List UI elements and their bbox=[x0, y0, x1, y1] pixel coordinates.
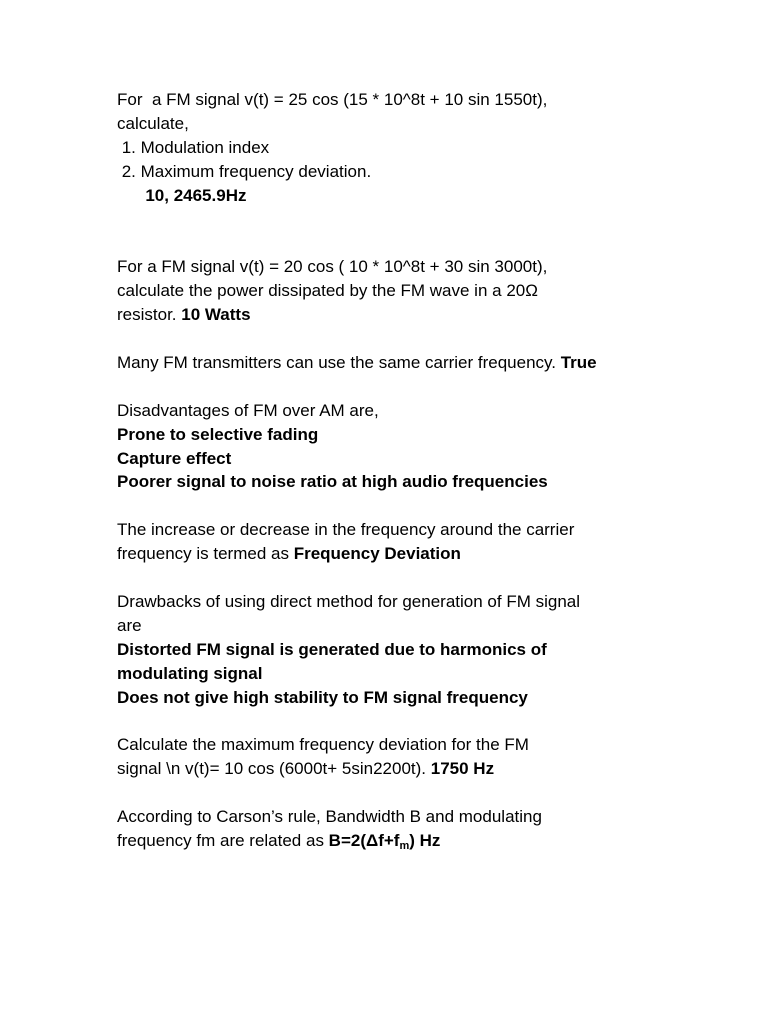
formula-tail: ) Hz bbox=[409, 830, 441, 850]
question-text: Disadvantages of FM over AM are, bbox=[117, 400, 379, 420]
question-direct-method-drawbacks bbox=[117, 590, 717, 710]
question-text: are bbox=[117, 615, 142, 635]
answer-text: Prone to selective fading bbox=[117, 424, 319, 444]
answer-text: Does not give high stability to FM signal frequency bbox=[117, 687, 528, 707]
question-item: 1. Modulation index bbox=[117, 137, 270, 157]
question-line bbox=[117, 757, 717, 781]
answer-text: Poorer signal to noise ratio at high audio frequencies bbox=[117, 472, 548, 492]
question-fm-disadvantages bbox=[117, 399, 717, 495]
question-text: resistor. bbox=[117, 305, 182, 325]
question-text: Calculate the maximum frequency deviation for the FM bbox=[117, 735, 529, 755]
answer-text: Capture effect bbox=[117, 448, 232, 468]
question-text: For a FM signal v(t) = 25 cos (15 * 10^8t + 10 sin 1550t), bbox=[117, 90, 548, 109]
question-text: calculate the power dissipated by the FM wave in a 20Ω bbox=[117, 281, 538, 301]
answer-text: 10 Watts bbox=[181, 305, 251, 325]
question-text: According to Carson’s rule, Bandwidth B and modulating bbox=[117, 807, 542, 827]
question-max-frequency-deviation bbox=[117, 733, 717, 781]
question-line bbox=[117, 829, 717, 853]
question-text: calculate, bbox=[117, 113, 189, 133]
answer-text: True bbox=[560, 352, 597, 372]
answer-text: 10, 2465.9Hz bbox=[117, 185, 247, 205]
question-text: The increase or decrease in the frequency around the carrier bbox=[117, 520, 575, 540]
question-line bbox=[117, 542, 717, 566]
question-line bbox=[117, 351, 717, 375]
formula-text bbox=[329, 831, 441, 850]
question-carrier-frequency bbox=[117, 351, 717, 375]
question-text: signal \n v(t)= 10 cos (6000t+ 5sin2200t). bbox=[117, 759, 431, 779]
question-text: For a FM signal v(t) = 20 cos ( 10 * 10^8t + 30 sin 3000t), bbox=[117, 257, 548, 277]
question-line bbox=[117, 303, 717, 327]
answer-text: Frequency Deviation bbox=[293, 544, 461, 564]
formula-subscript: m bbox=[399, 839, 410, 852]
question-text: frequency is termed as bbox=[117, 544, 294, 564]
formula-main: B=2(Δf+f bbox=[328, 830, 400, 850]
document-page bbox=[117, 88, 717, 853]
question-item: 2. Maximum frequency deviation. bbox=[117, 161, 372, 181]
question-fm-power bbox=[117, 255, 717, 327]
question-text: Drawbacks of using direct method for generation of FM signal bbox=[117, 591, 581, 611]
answer-text: 1750 Hz bbox=[430, 759, 495, 779]
answer-text: modulating signal bbox=[117, 663, 263, 683]
question-fm-modulation-index bbox=[117, 88, 717, 208]
question-carsons-rule bbox=[117, 805, 717, 853]
answer-text: Distorted FM signal is generated due to harmonics of bbox=[117, 639, 547, 659]
question-text: frequency fm are related as bbox=[117, 830, 329, 850]
question-text: Many FM transmitters can use the same carrier frequency. bbox=[117, 352, 561, 372]
question-frequency-deviation bbox=[117, 518, 717, 566]
